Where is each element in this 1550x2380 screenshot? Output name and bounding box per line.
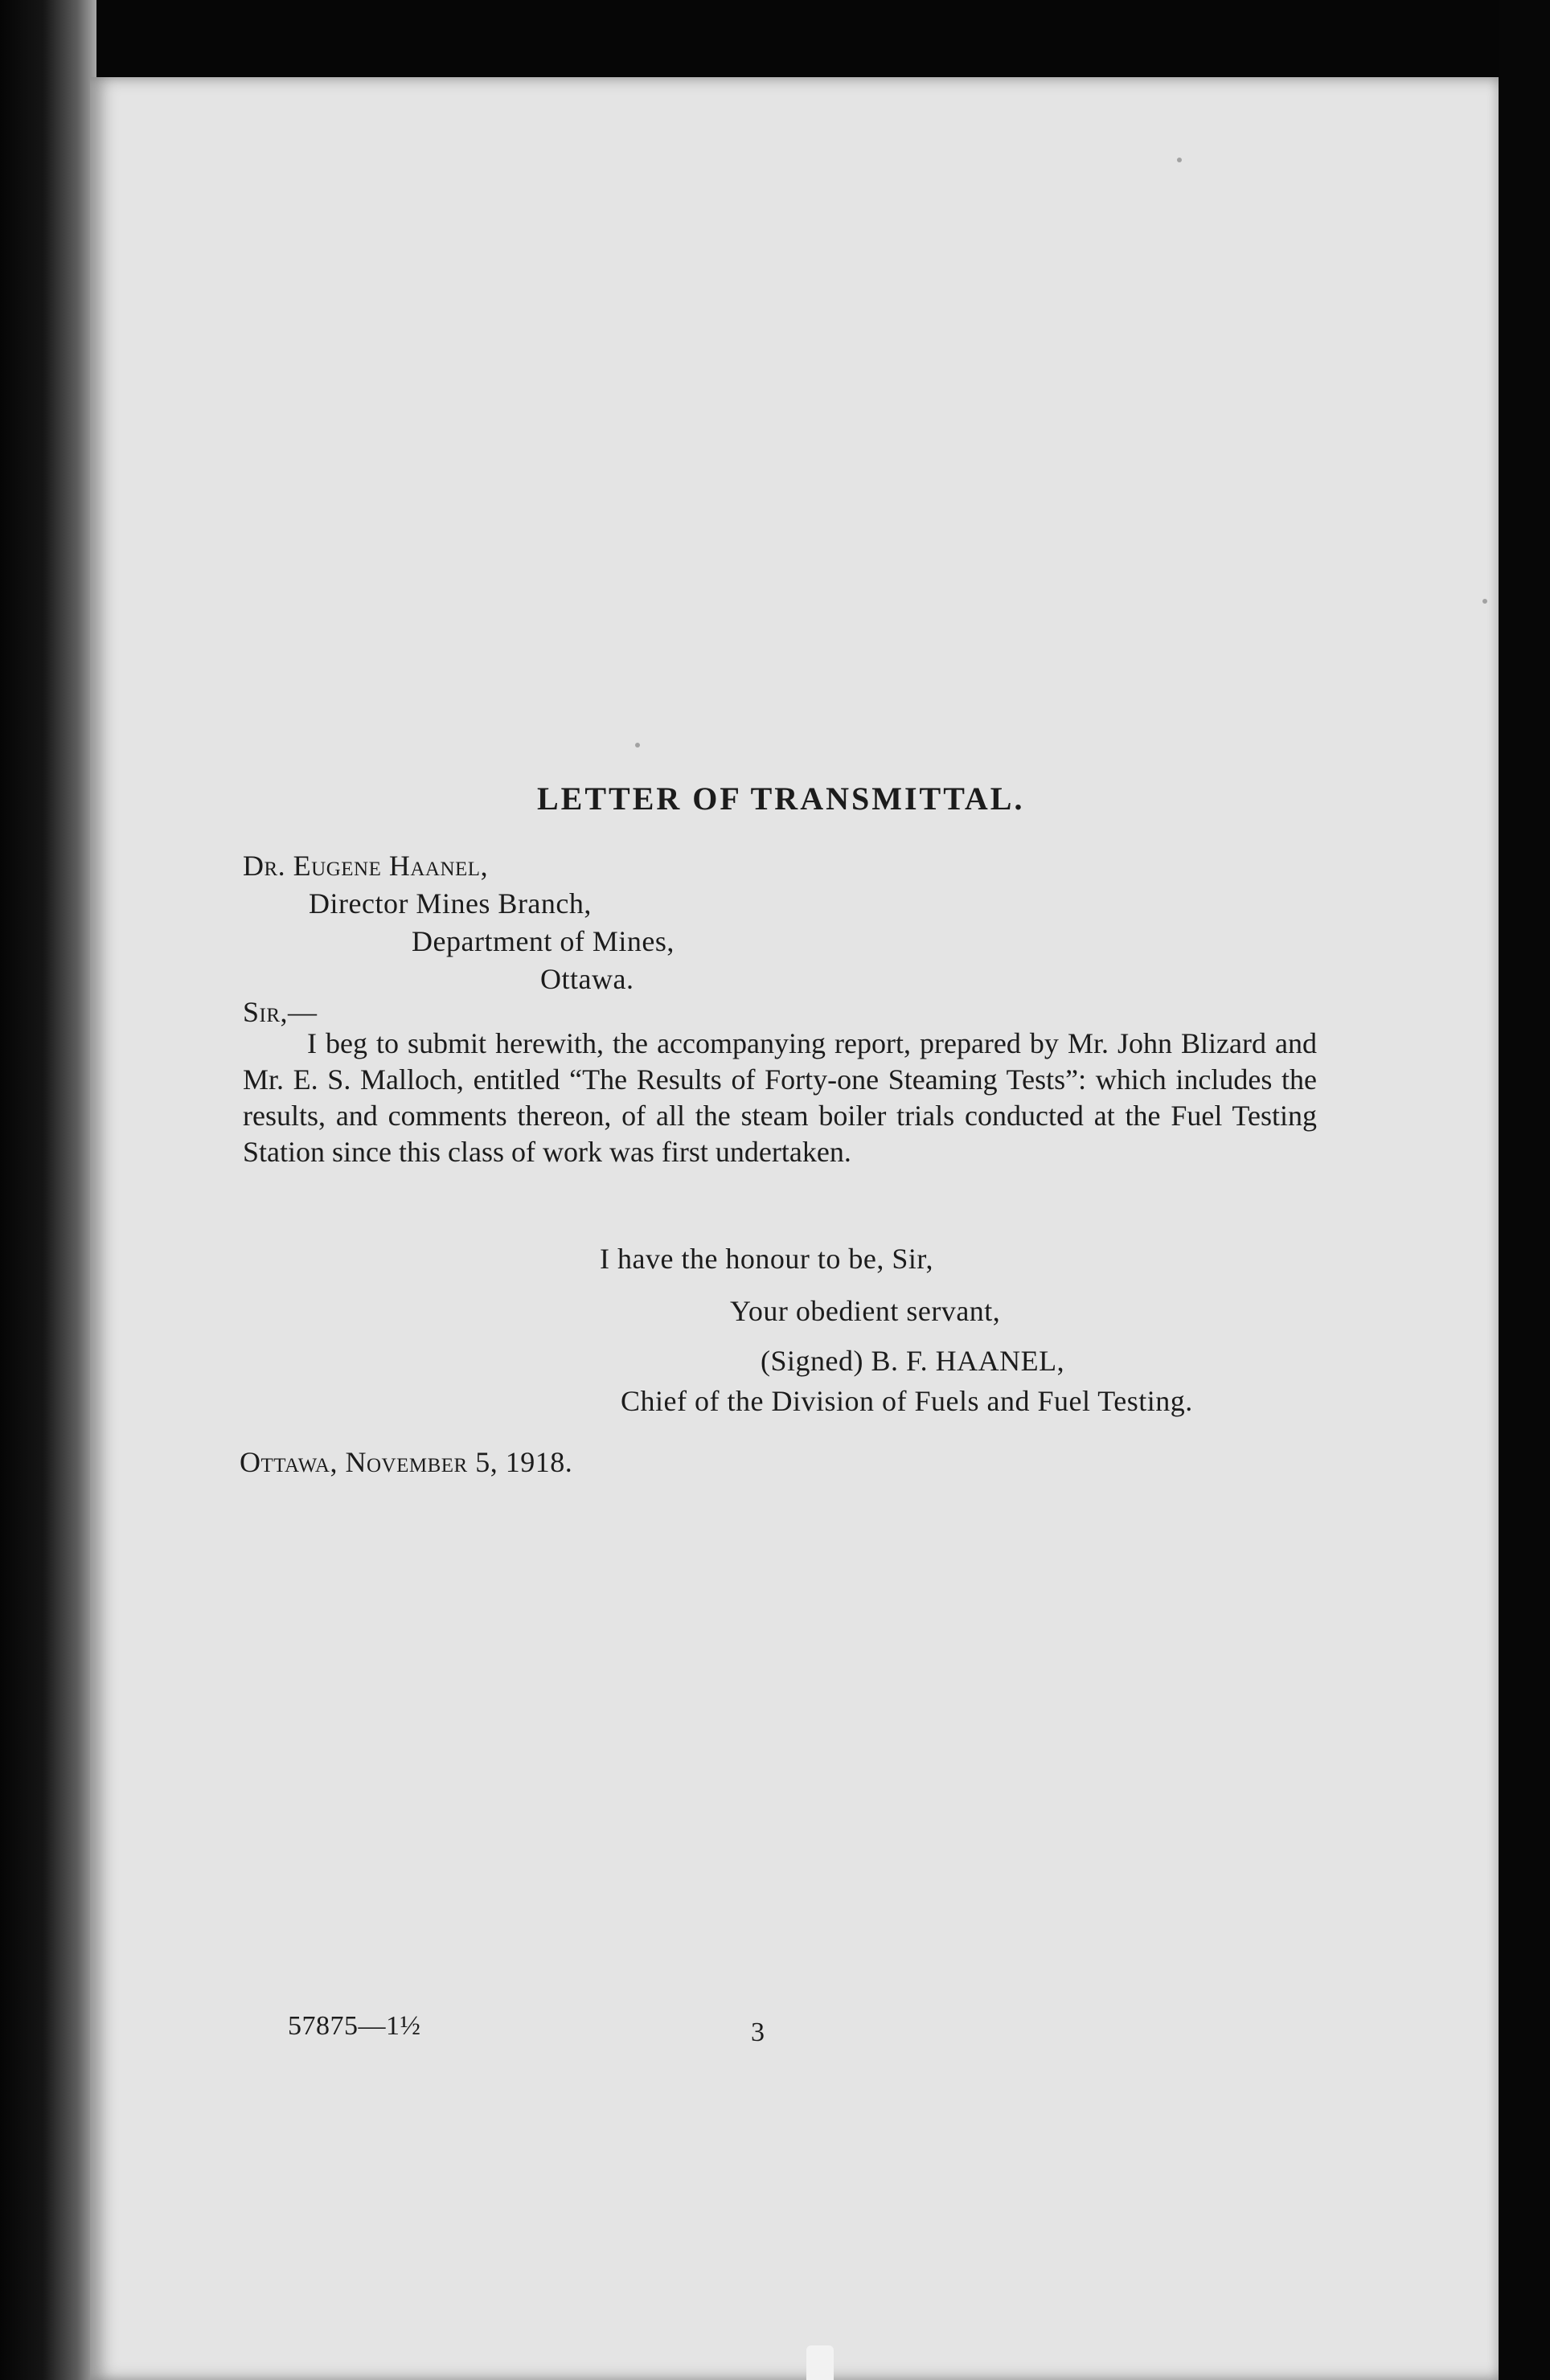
scan-right-border bbox=[1499, 0, 1550, 2380]
page-number: 3 bbox=[751, 2017, 765, 2047]
closing-signed: (Signed) B. F. HAANEL, bbox=[761, 1345, 1065, 1377]
place-and-date: Ottawa, November 5, 1918. bbox=[240, 1446, 573, 1478]
letter-title: LETTER OF TRANSMITTAL. bbox=[537, 780, 1025, 817]
addressee-name: Dr. Eugene Haanel, bbox=[243, 850, 489, 882]
paper-speck bbox=[635, 743, 640, 748]
addressee-line-2: Department of Mines, bbox=[412, 925, 675, 957]
paper-speck bbox=[1177, 158, 1182, 162]
addressee-line-1: Director Mines Branch, bbox=[309, 887, 592, 920]
scan-binding-edge bbox=[0, 0, 96, 2380]
binding-mark bbox=[806, 2345, 834, 2380]
addressee-line-3: Ottawa. bbox=[540, 963, 634, 995]
scan-top-border bbox=[0, 0, 1550, 77]
closing-title: Chief of the Division of Fuels and Fuel Testing. bbox=[621, 1385, 1193, 1417]
paper-speck bbox=[1482, 599, 1487, 604]
letter-body: I beg to submit herewith, the accompanying report, prepared by Mr. John Blizard and Mr. E. S. Malloch, entitled “The Results of Forty-one Steaming Tests”: which includes the results, and comments thereon, of all the steam boiler trials conducted at the Fuel Testing Station since this class of work was first undertaken. bbox=[243, 1027, 1317, 1168]
closing-line-1: I have the honour to be, Sir, bbox=[600, 1243, 933, 1275]
salutation: Sir,— bbox=[243, 996, 318, 1028]
footer-reference: 57875—1½ bbox=[288, 2011, 421, 2041]
closing-line-2: Your obedient servant, bbox=[730, 1295, 1001, 1327]
